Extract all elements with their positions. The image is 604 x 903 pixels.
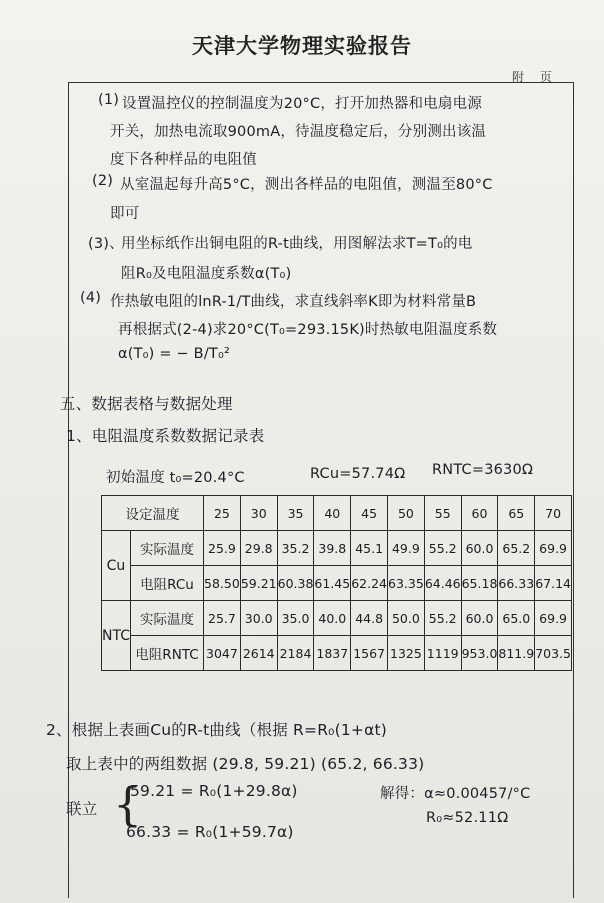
cu-res-cell: 58.50 — [204, 566, 241, 601]
ntc-temp-cell: 25.7 — [204, 601, 241, 636]
ntc-res-cell: 1837 — [314, 636, 351, 671]
ntc-res-cell: 2184 — [277, 636, 314, 671]
ntc-temp-cell: 60.0 — [461, 601, 498, 636]
cu-temp-cell: 25.9 — [204, 531, 241, 566]
equation-1: 59.21 = R₀(1+29.8α) — [130, 782, 298, 800]
step2-number: (2) — [92, 173, 114, 189]
cu-res-cell: 61.45 — [314, 566, 351, 601]
cu-res-cell: 63.35 — [388, 566, 425, 601]
ntc-temp-label: 实际温度 — [130, 601, 203, 636]
table-row — [102, 496, 572, 531]
set-temp-cell: 70 — [535, 496, 572, 531]
cu-res-cell: 67.14 — [535, 566, 572, 601]
ntc-temp-cell: 35.0 — [277, 601, 314, 636]
section5-subtitle: 1、电阻温度系数数据记录表 — [66, 427, 265, 445]
step3-number: (3)、 — [88, 236, 124, 252]
table-row — [102, 531, 572, 566]
set-temp-cell: 55 — [424, 496, 461, 531]
cu-temp-cell: 60.0 — [461, 531, 498, 566]
set-temp-cell: 30 — [240, 496, 277, 531]
ntc-res-cell: 3047 — [204, 636, 241, 671]
step3-line1: 用坐标纸作出铜电阻的R-t曲线，用图解法求T=T₀的电 — [121, 236, 473, 252]
ntc-res-cell: 2614 — [240, 636, 277, 671]
cu-temp-cell: 49.9 — [388, 531, 425, 566]
cu-res-cell: 60.38 — [277, 566, 314, 601]
set-temp-cell: 60 — [461, 496, 498, 531]
ntc-res-cell: 1567 — [351, 636, 388, 671]
ntc-temp-cell: 40.0 — [314, 601, 351, 636]
content-frame — [68, 82, 574, 898]
ntc-res-cell: 703.5 — [535, 636, 572, 671]
step2-line1: 从室温起每升高5°C，测出各样品的电阻值，测温至80°C — [120, 177, 493, 193]
step1-line1: 设置温控仪的控制温度为20°C，打开加热器和电扇电源 — [122, 96, 483, 112]
set-temp-cell: 45 — [351, 496, 388, 531]
ntc-temp-cell: 30.0 — [240, 601, 277, 636]
ntc-temp-cell: 44.8 — [351, 601, 388, 636]
set-temp-cell: 40 — [314, 496, 351, 531]
simultaneous-label: 联立 — [66, 800, 98, 818]
step2-line2: 即可 — [110, 206, 140, 222]
table-row — [102, 636, 572, 671]
cu-res-cell: 59.21 — [240, 566, 277, 601]
ntc-temp-cell: 50.0 — [388, 601, 425, 636]
ntc-res-cell: 1325 — [388, 636, 425, 671]
page-label: 附 页 — [512, 70, 558, 84]
table-row — [102, 601, 572, 636]
ntc-res-cell: 953.0 — [461, 636, 498, 671]
ntc-temp-cell: 65.0 — [498, 601, 535, 636]
cu-temp-cell: 29.8 — [240, 531, 277, 566]
cu-res-cell: 62.24 — [351, 566, 388, 601]
set-temp-cell: 35 — [277, 496, 314, 531]
solution-alpha: 解得：α≈0.00457/°C — [380, 786, 531, 802]
cu-temp-cell: 45.1 — [351, 531, 388, 566]
initial-temperature: 初始温度 t₀=20.4°C — [106, 470, 245, 486]
step4-line2: 再根据式(2-4)求20°C(T₀=293.15K)时热敏电阻温度系数 — [118, 322, 498, 338]
table-row — [102, 566, 572, 601]
step1-number: (1) — [98, 92, 120, 108]
section2-line1: 2、根据上表画Cu的R-t曲线（根据 R=R₀(1+αt) — [46, 721, 388, 739]
step4-number: (4) — [80, 290, 102, 306]
step1-line2: 开关，加热电流取900mA，待温度稳定后，分别测出该温 — [110, 124, 487, 140]
set-temp-cell: 25 — [204, 496, 241, 531]
cu-temp-label: 实际温度 — [130, 531, 203, 566]
section2-line2: 取上表中的两组数据 (29.8, 59.21) (65.2, 66.33) — [66, 755, 425, 773]
ntc-temp-cell: 69.9 — [535, 601, 572, 636]
set-temp-cell: 65 — [498, 496, 535, 531]
report-title: 天津大学物理实验报告 — [192, 33, 412, 58]
header-label: 设定温度 — [102, 496, 204, 531]
cu-temp-cell: 69.9 — [535, 531, 572, 566]
solution-r0: R₀≈52.11Ω — [426, 810, 509, 826]
cu-res-cell: 66.33 — [498, 566, 535, 601]
cu-res-cell: 64.46 — [424, 566, 461, 601]
cu-temp-cell: 55.2 — [424, 531, 461, 566]
ntc-temp-cell: 55.2 — [424, 601, 461, 636]
cu-group-label: Cu — [102, 531, 131, 601]
step4-line1: 作热敏电阻的lnR-1/T曲线，求直线斜率K即为材料常量B — [110, 294, 477, 310]
ntc-res-cell: 811.9 — [498, 636, 535, 671]
cu-res-cell: 65.18 — [461, 566, 498, 601]
ntc-res-label: 电阻RNTC — [130, 636, 203, 671]
equation-brace: { — [113, 777, 143, 831]
ntc-group-label: NTC — [102, 601, 131, 671]
section5-title: 五、数据表格与数据处理 — [60, 395, 233, 413]
step4-line3: α(T₀) = − B/T₀² — [118, 346, 230, 362]
step1-line3: 度下各种样品的电阻值 — [110, 152, 257, 168]
equation-2: 66.33 = R₀(1+59.7α) — [126, 823, 294, 841]
initial-rcu: RCu=57.74Ω — [310, 466, 406, 482]
set-temp-cell: 50 — [388, 496, 425, 531]
cu-temp-cell: 35.2 — [277, 531, 314, 566]
initial-rntc: RNTC=3630Ω — [432, 462, 534, 478]
cu-res-label: 电阻RCu — [130, 566, 203, 601]
cu-temp-cell: 65.2 — [498, 531, 535, 566]
data-table — [101, 495, 572, 671]
step3-line2: 阻R₀及电阻温度系数α(T₀) — [121, 266, 292, 282]
cu-temp-cell: 39.8 — [314, 531, 351, 566]
ntc-res-cell: 1119 — [424, 636, 461, 671]
